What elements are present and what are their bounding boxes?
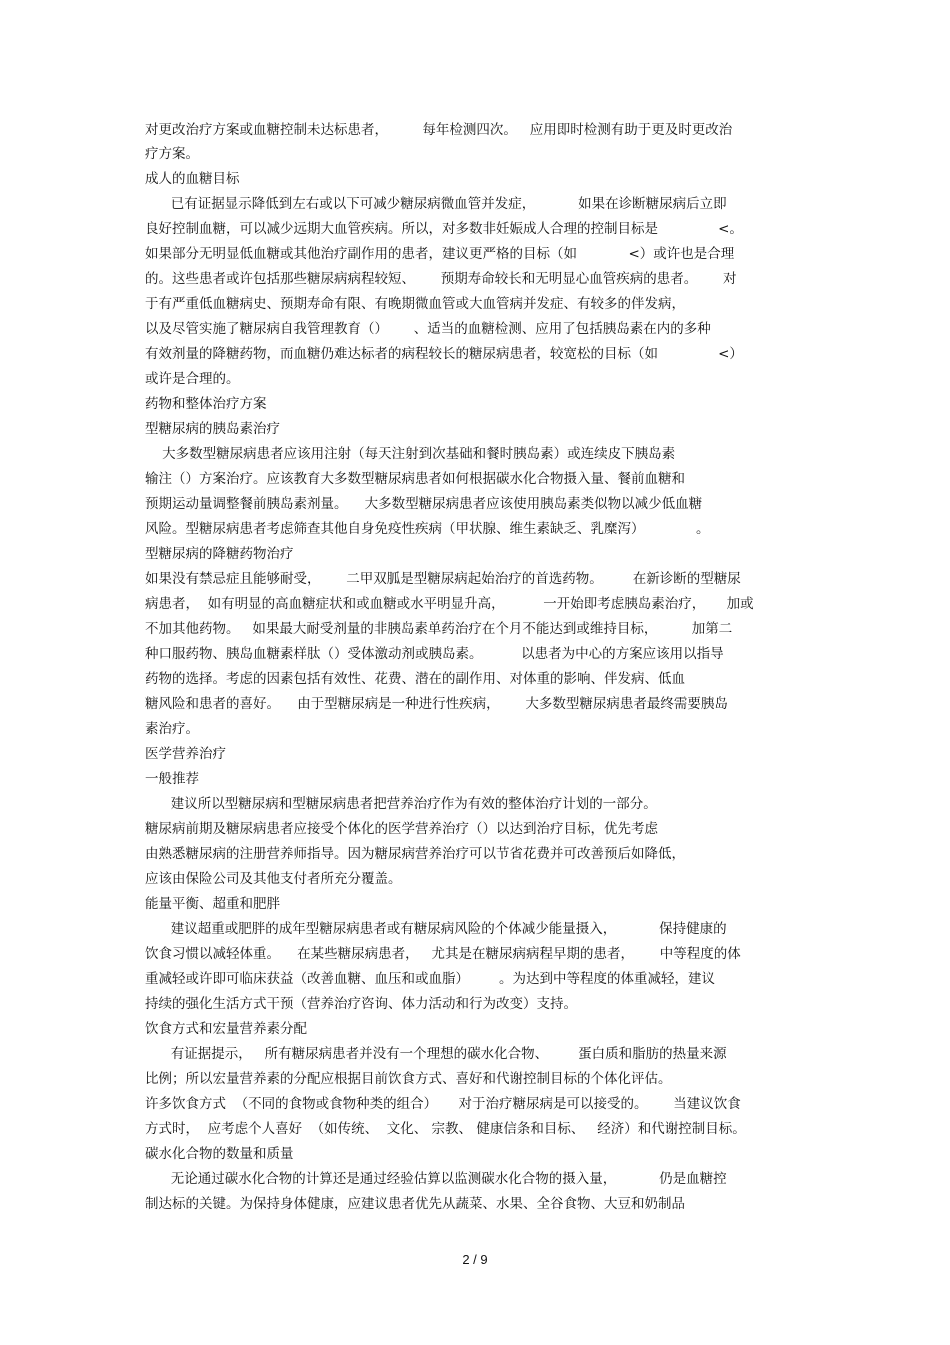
text-line: 于有严重低血糖病史、预期寿命有限、有晚期微血管或大血管病并发症、有较多的伴发病， xyxy=(145,296,685,312)
text-line: 饮食方式和宏量营养素分配 xyxy=(145,1021,307,1037)
text-line: 不加其他药物。 如果最大耐受剂量的非胰岛素单药治疗在个月不能达到或维持目标， 加第二 xyxy=(145,621,733,637)
text-line: 医学营养治疗 xyxy=(145,746,226,762)
text-line: 应该由保险公司及其他支付者所充分覆盖。 xyxy=(145,871,402,887)
text-line: 无论通过碳水化合物的计算还是通过经验估算以监测碳水化合物的摄入量， 仍是血糖控 xyxy=(145,1171,727,1187)
text-line: 有效剂量的降糖药物，而血糖仍难达标者的病程较长的糖尿病患者，较宽松的目标（如 <） xyxy=(145,346,743,362)
text-line: 大多数型糖尿病患者应该用注射（每天注射到次基础和餐时胰岛素）或连续皮下胰岛素 xyxy=(145,446,676,462)
text-line: 病患者， 如有明显的高血糖症状和或血糖或水平明显升高， 一开始即考虑胰岛素治疗， 加或 xyxy=(145,596,754,612)
text-line: 饮食习惯以减轻体重。 在某些糖尿病患者， 尤其是在糖尿病病程早期的患者， 中等程度的体 xyxy=(145,946,741,962)
text-line: 型糖尿病的降糖药物治疗 xyxy=(145,546,294,562)
text-line: 有证据提示， 所有糖尿病患者并没有一个理想的碳水化合物、 蛋白质和脂肪的热量来源 xyxy=(145,1046,727,1062)
text-line: 能量平衡、超重和肥胖 xyxy=(145,896,280,912)
text-line: 制达标的关键。为保持身体健康，应建议患者优先从蔬菜、水果、全谷食物、大豆和奶制品 xyxy=(145,1196,685,1212)
text-line: 方式时， 应考虑个人喜好 （如传统、 文化、 宗教、 健康信条和目标、 经济）和代谢控制目标。 xyxy=(145,1121,746,1137)
text-line: 成人的血糖目标 xyxy=(145,171,240,187)
text-line: 预期运动量调整餐前胰岛素剂量。 大多数型糖尿病患者应该使用胰岛素类似物以减少低血糖 xyxy=(145,496,703,512)
text-line: 重减轻或许即可临床获益（改善血糖、血压和或血脂） 。为达到中等程度的体重减轻，建议 xyxy=(145,971,716,987)
text-line: 素治疗。 xyxy=(145,721,199,737)
text-line: 如果部分无明显低血糖或其他治疗副作用的患者，建议更严格的目标（如 <）或许也是合理 xyxy=(145,246,735,262)
text-line: 或许是合理的。 xyxy=(145,371,240,387)
text-line: 型糖尿病的胰岛素治疗 xyxy=(145,421,280,437)
text-line: 碳水化合物的数量和质量 xyxy=(145,1146,294,1162)
text-line: 由熟悉糖尿病的注册营养师指导。因为糖尿病营养治疗可以节省花费并可改善预后如降低， xyxy=(145,846,685,862)
text-line: 的。这些患者或许包括那些糖尿病病程较短、 预期寿命较长和无明显心血管疾病的患者。 对 xyxy=(145,271,737,287)
text-line: 许多饮食方式 （不同的食物或食物种类的组合） 对于治疗糖尿病是可以接受的。 当建议饮食 xyxy=(145,1096,741,1112)
text-line: 以及尽管实施了糖尿病自我管理教育（） 、适当的血糖检测、应用了包括胰岛素在内的多种 xyxy=(145,321,711,337)
text-line: 良好控制血糖，可以减少远期大血管疾病。所以，对多数非妊娠成人合理的控制目标是 <。 xyxy=(145,221,743,237)
page-number: 2 / 9 xyxy=(462,1252,488,1267)
text-line: 输注（）方案治疗。应该教育大多数型糖尿病患者如何根据碳水化合物摄入量、餐前血糖和 xyxy=(145,471,685,487)
text-line: 如果没有禁忌症且能够耐受， 二甲双胍是型糖尿病起始治疗的首选药物。 在新诊断的型糖尿 xyxy=(145,571,741,587)
text-line: 一般推荐 xyxy=(145,771,199,787)
text-line: 药物和整体治疗方案 xyxy=(145,396,267,412)
text-line: 糖尿病前期及糖尿病患者应接受个体化的医学营养治疗（）以达到治疗目标，优先考虑 xyxy=(145,821,658,837)
text-line: 疗方案。 xyxy=(145,146,199,162)
text-line: 糖风险和患者的喜好。 由于型糖尿病是一种进行性疾病， 大多数型糖尿病患者最终需要胰岛 xyxy=(145,696,728,712)
text-line: 种口服药物、胰岛血糖素样肽（）受体激动剂或胰岛素。 以患者为中心的方案应该用以指导 xyxy=(145,646,724,662)
text-line: 已有证据显示降低到左右或以下可减少糖尿病微血管并发症， 如果在诊断糖尿病后立即 xyxy=(145,196,727,212)
text-line: 对更改治疗方案或血糖控制未达标患者， 每年检测四次。 应用即时检测有助于更及时更改治 xyxy=(145,122,733,138)
text-line: 建议超重或肥胖的成年型糖尿病患者或有糖尿病风险的个体减少能量摄入， 保持健康的 xyxy=(145,921,727,937)
text-line: 药物的选择。考虑的因素包括有效性、花费、潜在的副作用、对体重的影响、伴发病、低血 xyxy=(145,671,685,687)
text-line: 风险。型糖尿病患者考虑筛查其他自身免疫性疾病（甲状腺、维生素缺乏、乳糜泻） 。 xyxy=(145,521,710,537)
text-line: 建议所以型糖尿病和型糖尿病患者把营养治疗作为有效的整体治疗计划的一部分。 xyxy=(145,796,657,812)
text-line: 比例；所以宏量营养素的分配应根据目前饮食方式、喜好和代谢控制目标的个体化评估。 xyxy=(145,1071,672,1087)
text-line: 持续的强化生活方式干预（营养治疗咨询、体力活动和行为改变）支持。 xyxy=(145,996,577,1012)
